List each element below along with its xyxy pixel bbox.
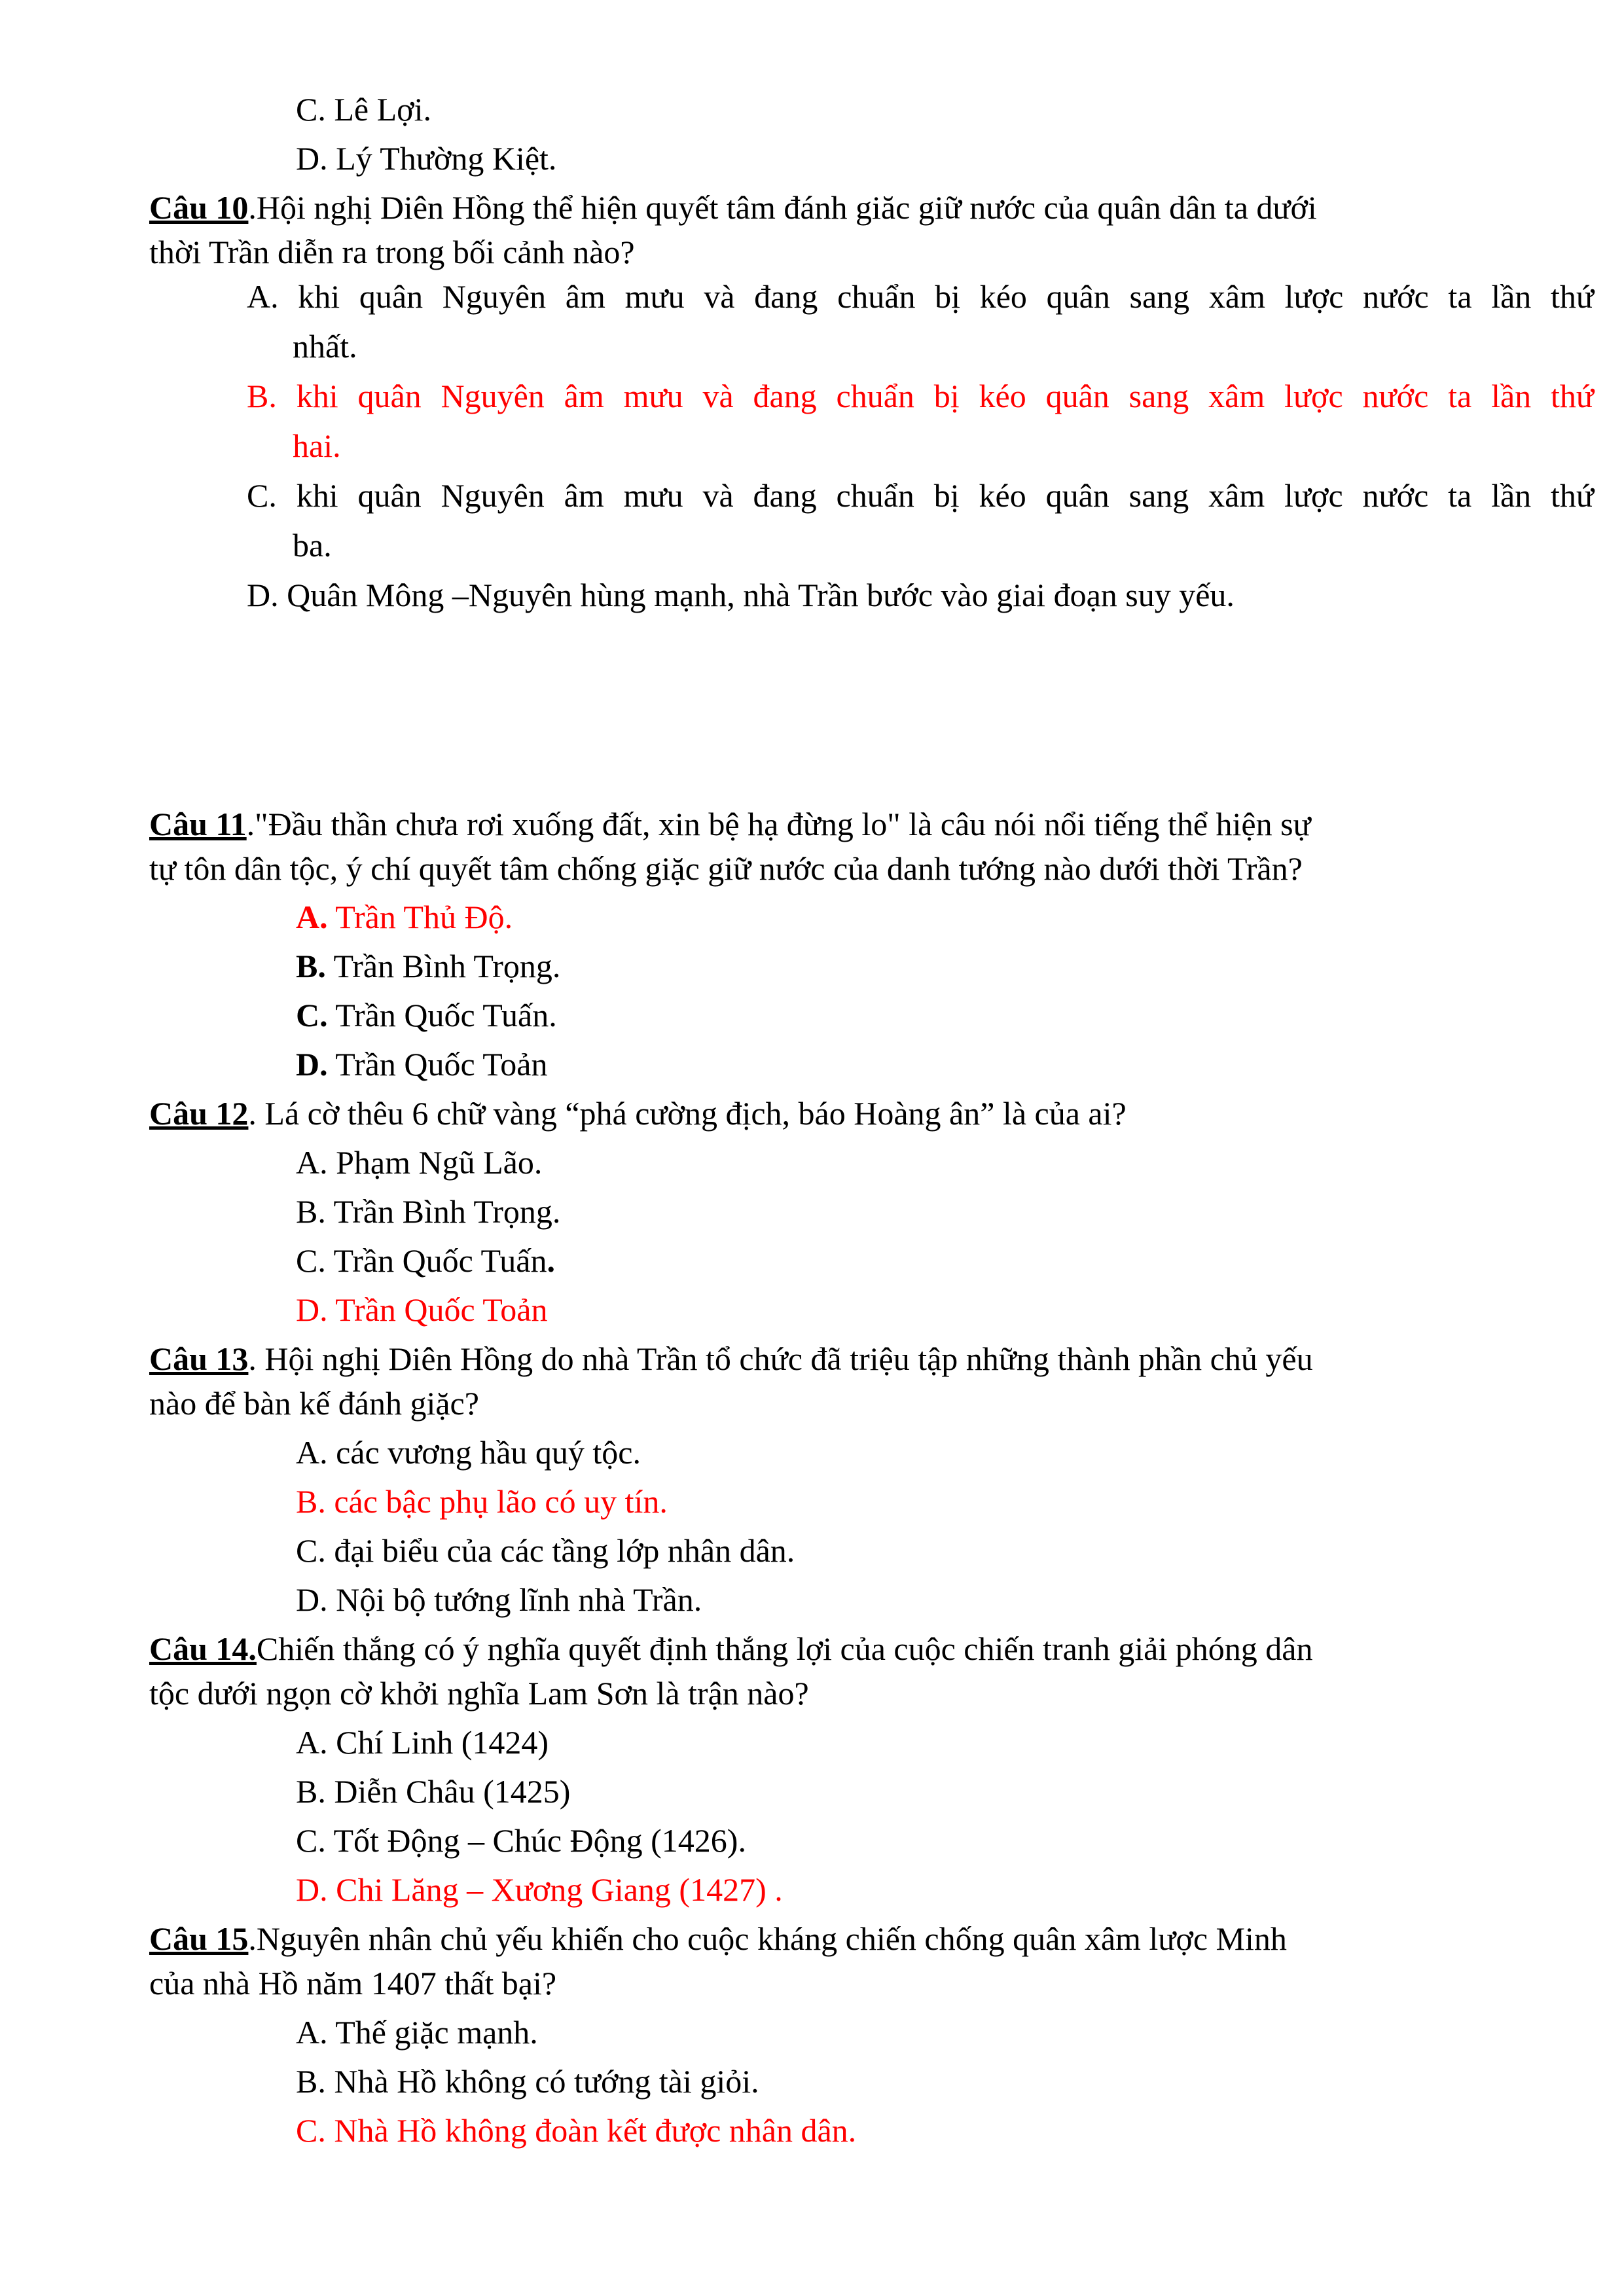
- q11-stem-line2: tự tôn dân tộc, ý chí quyết tâm chống giặc giữ nước của danh tướng nào dưới thời Trần?: [149, 850, 1303, 887]
- q10-option-b-line1: B. khi quân Nguyên âm mưu và đang chuẩn bị kéo quân sang xâm lược nước ta lần thứ: [247, 378, 1594, 414]
- q15-option-a: A. Thế giặc mạnh.: [296, 2014, 538, 2051]
- q10-option-c-line2: ba.: [293, 527, 332, 564]
- q10-text: .Hội nghị Diên Hồng thể hiện quyết tâm đánh giăc giữ nước của quân dân ta dưới: [248, 189, 1317, 226]
- q10-label: Câu 10: [149, 189, 249, 226]
- q13-stem-line1: [149, 1338, 1313, 1379]
- q11-option-d-text: Trần Quốc Toản: [327, 1046, 548, 1083]
- q10-option-b-line2: hai.: [293, 427, 341, 464]
- q10-stem-line2: thời Trần diễn ra trong bối cảnh nào?: [149, 234, 635, 270]
- q12-option-d: D. Trần Quốc Toản: [296, 1291, 548, 1328]
- q15-text: .Nguyên nhân chủ yếu khiến cho cuộc kháng chiến chống quân xâm lược Minh: [248, 1920, 1287, 1957]
- q11-text: ."Đầu thần chưa rơi xuống đất, xin bệ hạ đừng lo" là câu nói nổi tiếng thể hiện sự: [246, 806, 1311, 842]
- q14-stem-line2: tộc dưới ngọn cờ khởi nghĩa Lam Sơn là trận nào?: [149, 1675, 809, 1712]
- q14-text: Chiến thắng có ý nghĩa quyết định thắng lợi của cuộc chiến tranh giải phóng dân: [256, 1630, 1313, 1667]
- q10-option-d: D. Quân Mông –Nguyên hùng mạnh, nhà Trần bước vào giai đoạn suy yếu.: [247, 577, 1235, 613]
- q11-option-b-letter: B.: [296, 948, 326, 984]
- q12-option-b: B. Trần Bình Trọng.: [296, 1193, 561, 1230]
- q12-stem: [149, 1093, 1127, 1134]
- q11-option-a: [296, 897, 513, 937]
- q9-option-d: D. Lý Thường Kiệt.: [296, 140, 557, 177]
- q11-option-c: [296, 995, 557, 1035]
- q12-option-c-period: .: [547, 1242, 555, 1279]
- q11-option-d-letter: D.: [296, 1046, 328, 1083]
- q11-option-a-letter: A.: [296, 899, 328, 935]
- q11-option-c-letter: C.: [296, 997, 328, 1033]
- q11-option-a-text: Trần Thủ Độ.: [327, 899, 513, 935]
- q13-option-a: A. các vương hầu quý tộc.: [296, 1434, 641, 1471]
- q13-label: Câu 13: [149, 1340, 249, 1377]
- q12-option-a: A. Phạm Ngũ Lão.: [296, 1144, 543, 1181]
- q12-option-c: [296, 1240, 555, 1281]
- q10-stem-line1: [149, 187, 1317, 228]
- q13-stem-line2: nào để bàn kế đánh giặc?: [149, 1385, 479, 1422]
- q13-option-b: B. các bậc phụ lão có uy tín.: [296, 1483, 668, 1520]
- q10-option-a-line1: A. khi quân Nguyên âm mưu và đang chuẩn bị kéo quân sang xâm lược nước ta lần thứ: [247, 278, 1594, 315]
- q11-option-b-text: Trần Bình Trọng.: [325, 948, 561, 984]
- q14-option-b: B. Diễn Châu (1425): [296, 1773, 571, 1810]
- q10-option-c-line1: C. khi quân Nguyên âm mưu và đang chuẩn bị kéo quân sang xâm lược nước ta lần thứ: [247, 477, 1594, 514]
- q14-label: Câu 14.: [149, 1630, 257, 1667]
- q14-option-a: A. Chí Linh (1424): [296, 1724, 549, 1761]
- q11-option-c-text: Trần Quốc Tuấn.: [327, 997, 557, 1033]
- q11-option-d: [296, 1044, 547, 1085]
- q11-label: Câu 11: [149, 806, 247, 842]
- q10-option-a-line2: nhất.: [293, 328, 357, 365]
- q13-option-d: D. Nội bộ tướng lĩnh nhà Trần.: [296, 1581, 702, 1618]
- q13-option-c: C. đại biểu của các tầng lớp nhân dân.: [296, 1532, 795, 1569]
- q14-option-c: C. Tốt Động – Chúc Động (1426).: [296, 1822, 746, 1859]
- q12-label: Câu 12: [149, 1095, 249, 1132]
- q14-stem-line1: [149, 1628, 1312, 1669]
- q15-stem-line2: của nhà Hồ năm 1407 thất bại?: [149, 1965, 557, 2001]
- q15-stem-line1: [149, 1918, 1287, 1959]
- q15-option-c: C. Nhà Hồ không đoàn kết được nhân dân.: [296, 2112, 857, 2149]
- q11-stem-line1: [149, 804, 1311, 844]
- q15-option-b: B. Nhà Hồ không có tướng tài giỏi.: [296, 2063, 759, 2100]
- q12-text: . Lá cờ thêu 6 chữ vàng “phá cường địch, báo Hoàng ân” là của ai?: [248, 1095, 1127, 1132]
- q9-option-c: C. Lê Lợi.: [296, 91, 431, 128]
- q15-label: Câu 15: [149, 1920, 249, 1957]
- q11-option-b: [296, 946, 560, 986]
- q13-text: . Hội nghị Diên Hồng do nhà Trần tổ chức đã triệu tập những thành phần chủ yếu: [248, 1340, 1313, 1377]
- q14-option-d: D. Chi Lăng – Xương Giang (1427) .: [296, 1871, 783, 1908]
- q12-option-c-text: C. Trần Quốc Tuấn: [296, 1242, 547, 1279]
